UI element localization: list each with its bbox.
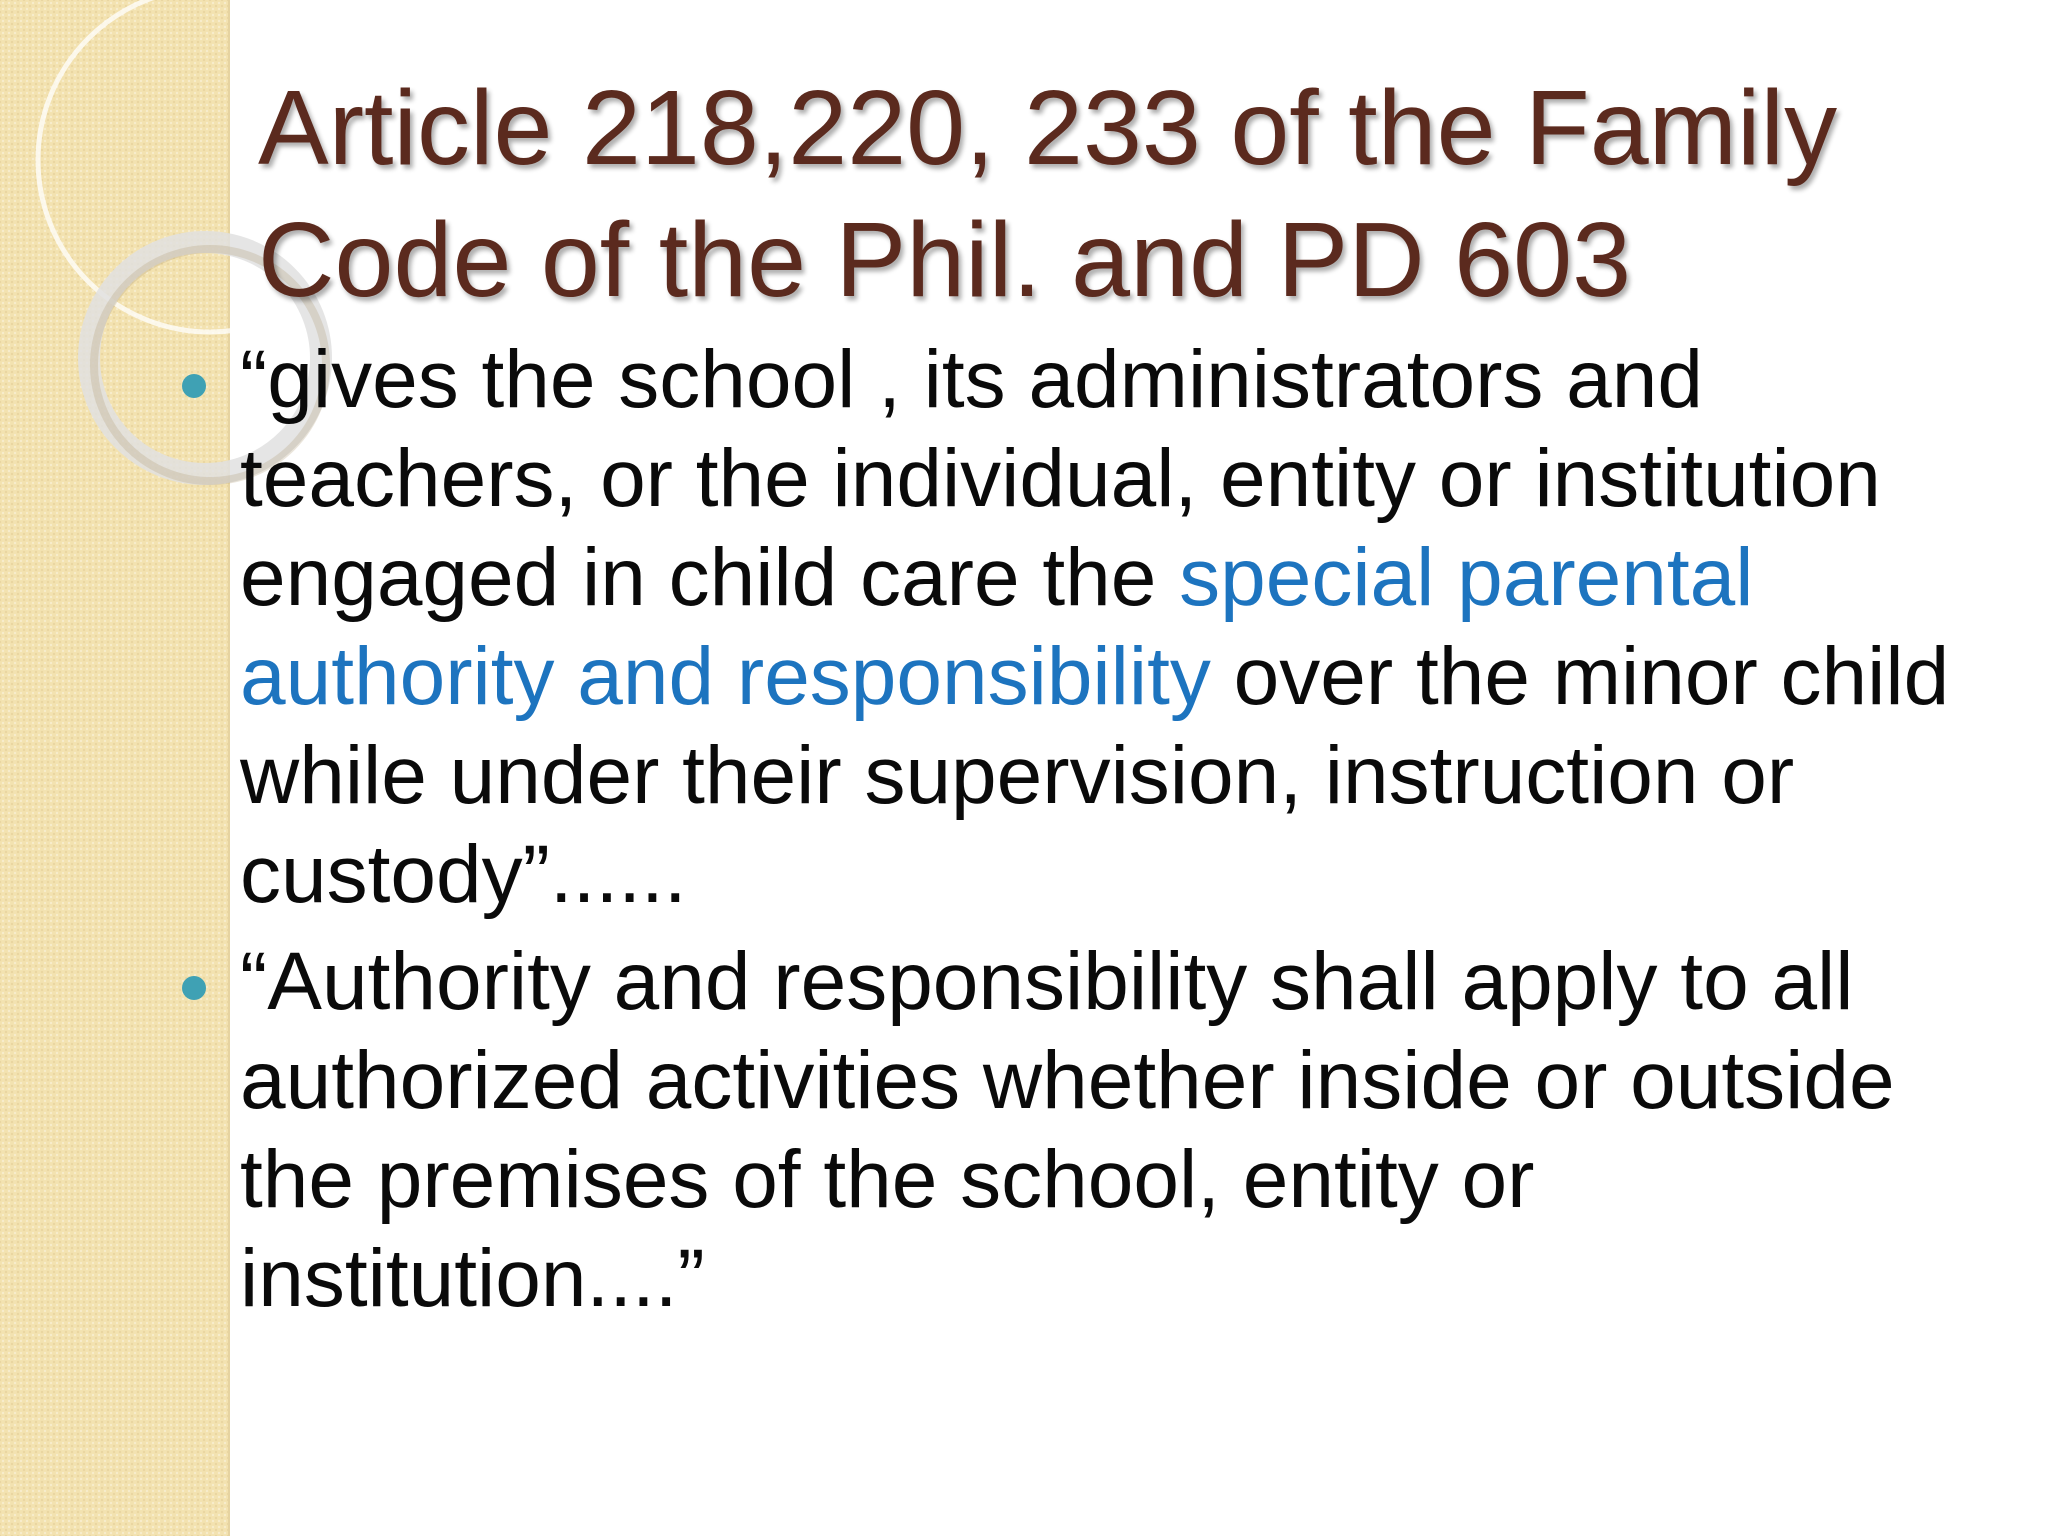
bullet-1-text-start: “gives the school , its administrators and teachers, or the individual, entity or institution engaged in child care the	[240, 334, 1881, 623]
bullet-1-highlight: special parental authority and responsibility	[240, 532, 1754, 722]
bullet-2-text: “Authority and responsibility shall apply to all authorized activities whether inside or outside the premises of the school, entity or institution....”	[240, 936, 1895, 1324]
bullet-dot-icon	[182, 976, 206, 1000]
bullet-dot-icon	[182, 374, 206, 398]
bullet-1-text-end: over the minor child while under their supervision, instruction or custody”......	[240, 631, 1950, 920]
bullet-item-2	[238, 932, 2018, 1328]
bullet-list	[238, 330, 2018, 1336]
slide-title: Article 218,220, 233 of the Family Code of the Phil. and PD 603	[258, 69, 1838, 319]
bullet-item-1	[238, 330, 2018, 924]
